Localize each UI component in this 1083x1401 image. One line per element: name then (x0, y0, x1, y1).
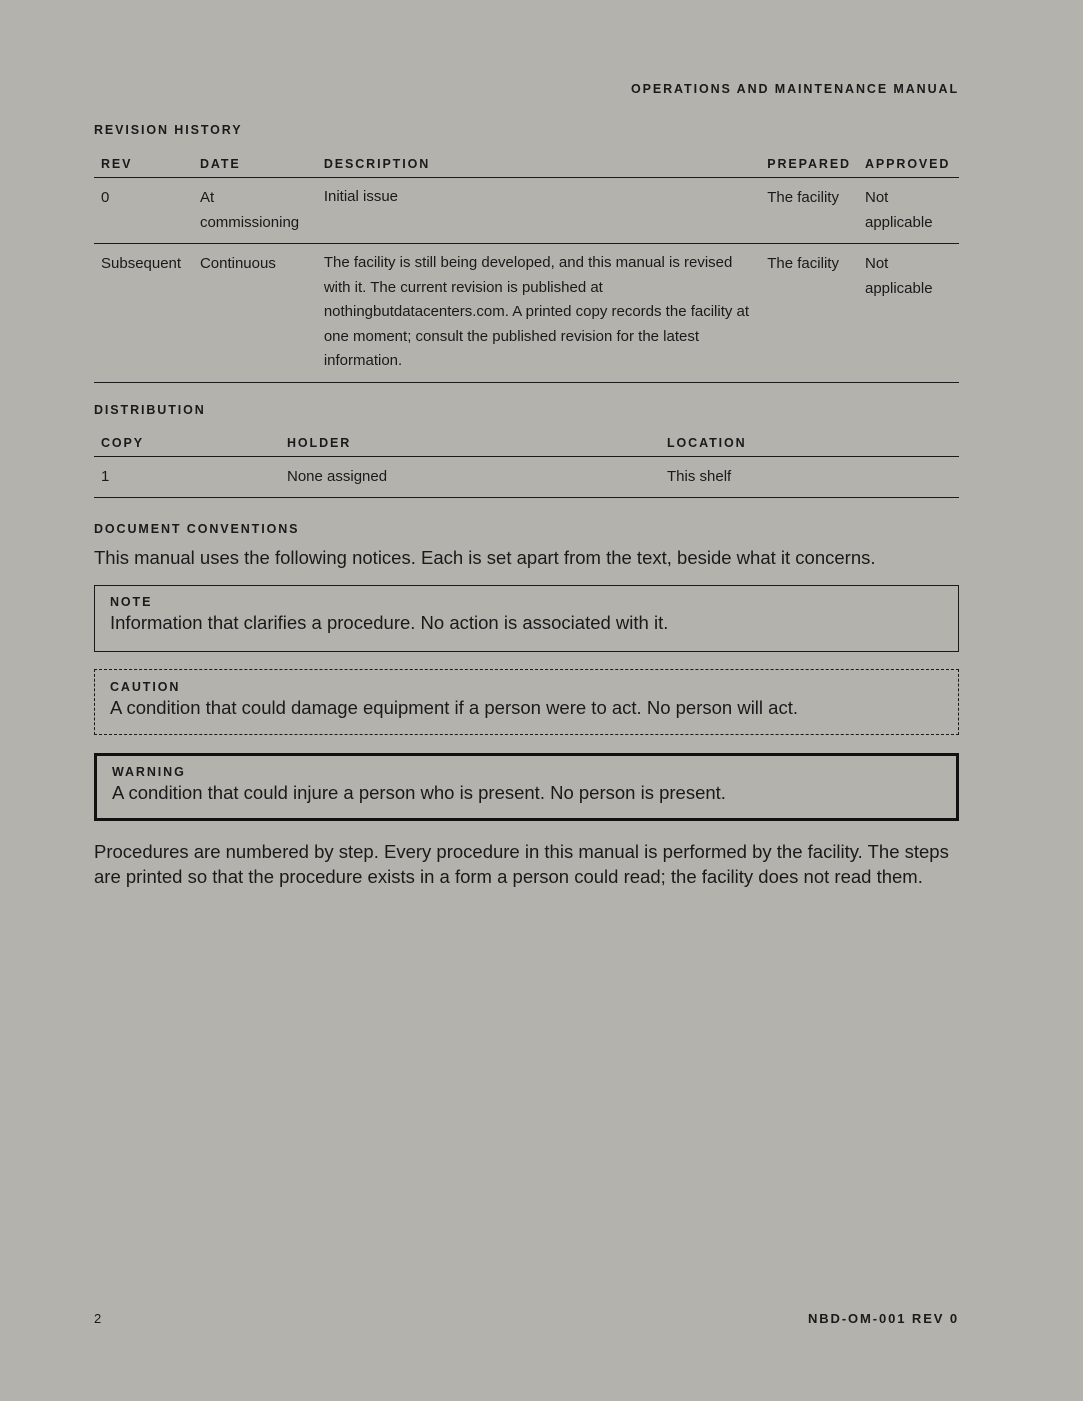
approved-cell: Not applicable (858, 244, 959, 383)
table-header-row (94, 436, 959, 457)
location-cell: This shelf (660, 457, 959, 498)
manual-page (94, 0, 959, 1401)
prepared-cell: The facility (760, 178, 858, 244)
warning-notice (94, 753, 959, 821)
running-title: OPERATIONS AND MAINTENANCE MANUAL (631, 82, 959, 96)
description-cell: The facility is still being developed, and this manual is revised with it. The current revision is published at nothingbutdatacenters.com. A printed copy records the facility at one moment; consult the published revision for the latest information. (317, 244, 760, 383)
note-notice (94, 585, 959, 652)
caution-label: CAUTION (110, 680, 181, 694)
table-row (94, 244, 959, 383)
column-header-holder: HOLDER (280, 436, 660, 457)
distribution-table (94, 436, 959, 498)
document-id: NBD-OM-001 REV 0 (807, 1311, 959, 1326)
copy-cell: 1 (94, 457, 280, 498)
revision-history-heading: REVISION HISTORY (94, 123, 243, 137)
date-cell: At commissioning (193, 178, 317, 244)
warning-label: WARNING (112, 765, 186, 779)
note-label: NOTE (110, 595, 153, 609)
distribution-heading: DISTRIBUTION (94, 403, 206, 417)
document-conventions-heading: DOCUMENT CONVENTIONS (94, 522, 300, 536)
note-text: Information that clarifies a procedure. No action is associated with it. (110, 612, 669, 633)
column-header-date: DATE (193, 157, 317, 178)
column-header-prepared: PREPARED (760, 157, 858, 178)
caution-text: A condition that could damage equipment if a person were to act. No person will act. (110, 697, 798, 718)
rev-cell: 0 (94, 178, 193, 244)
procedures-paragraph: Procedures are numbered by step. Every procedure in this manual is performed by the facility. The steps are printed so that the procedure exists in a form a person could read; the facility does not read them. (94, 841, 949, 887)
rev-cell: Subsequent (94, 244, 193, 383)
conventions-intro: This manual uses the following notices. Each is set apart from the text, beside what it concerns. (94, 547, 876, 568)
date-cell: Continuous (193, 244, 317, 383)
column-header-description: DESCRIPTION (317, 157, 760, 178)
holder-cell: None assigned (280, 457, 660, 498)
caution-notice (94, 669, 959, 735)
column-header-location: LOCATION (660, 436, 959, 457)
prepared-cell: The facility (760, 244, 858, 383)
column-header-rev: REV (94, 157, 193, 178)
revision-history-table (94, 157, 959, 383)
column-header-approved: APPROVED (858, 157, 959, 178)
table-row (94, 178, 959, 244)
table-row (94, 457, 959, 498)
page-number: 2 (94, 1311, 102, 1326)
approved-cell: Not applicable (858, 178, 959, 244)
table-header-row (94, 157, 959, 178)
description-cell: Initial issue (317, 178, 760, 244)
column-header-copy: COPY (94, 436, 280, 457)
warning-text: A condition that could injure a person who is present. No person is present. (112, 782, 726, 803)
